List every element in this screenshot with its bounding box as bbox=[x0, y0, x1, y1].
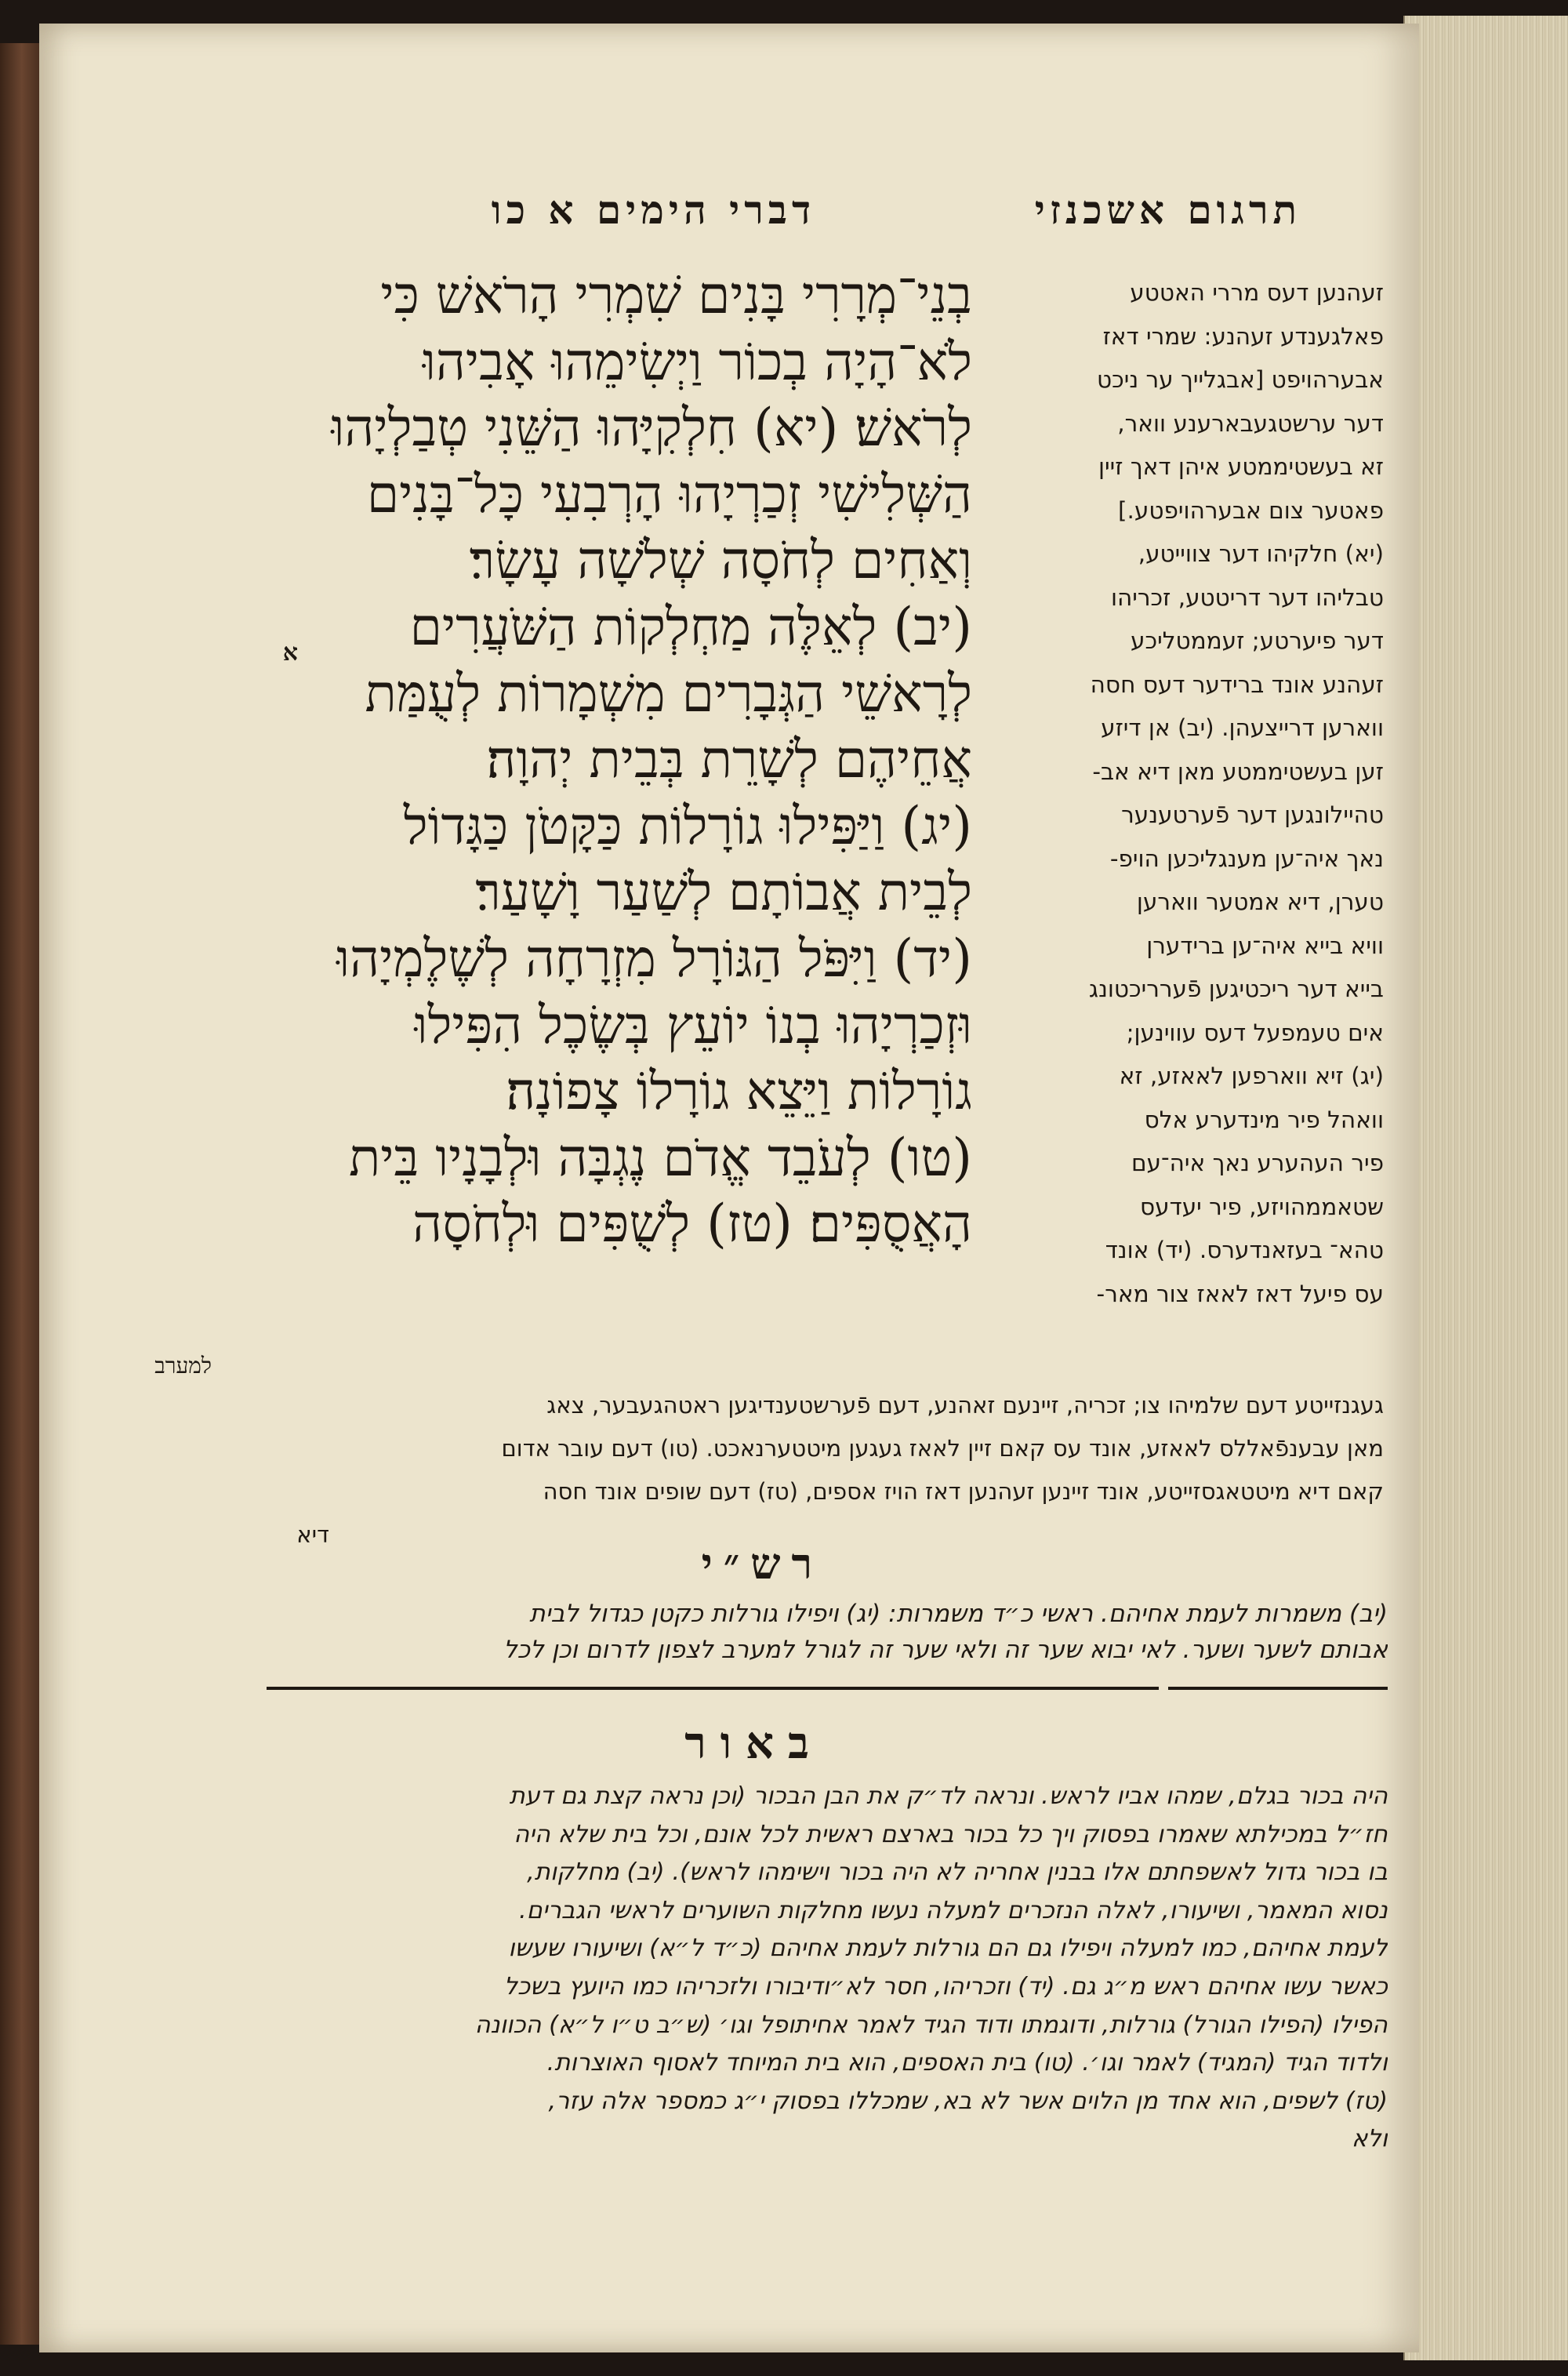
targum-line: טבליהו דער דריטטע, זכריהו bbox=[1110, 583, 1384, 611]
biur-line: חז״ל במכילתא שאמרו בפסוק ויך כל בכור בארצם ראשית לכל אונם, וכל בית שלא היה bbox=[514, 1820, 1388, 1848]
translation-line: געגנזייטע דעם שלמיהו צו; זכריה, זיינעם זאהנע, דעם פֿערשטענדיגען ראטהגעבער, צאג bbox=[546, 1392, 1384, 1419]
hebrew-line: לְרָאשֵׁי הַגְּבָרִים מִשְׁמָרוֹת לְעֻמַּת bbox=[365, 663, 972, 724]
rashi-commentary bbox=[251, 1596, 1388, 1668]
targum-translation-column bbox=[968, 271, 1384, 1316]
hebrew-line: וְאַחִים לְחֹסָה שְׁלֹשָׁה עָשָׂר׃ bbox=[469, 530, 972, 591]
full-width-translation bbox=[255, 1384, 1384, 1513]
hebrew-text-column bbox=[251, 263, 972, 1258]
biur-line: (טז) לשפים, הוא אחד מן הלוים אשר לא בא, שמכללו בפסוק י״ג כמספר אלה עזר, bbox=[548, 2087, 1388, 2115]
book-page bbox=[39, 24, 1419, 2352]
translation-line: מאן עבענפֿאללס לאאזע, אונד עס קאם זיין לאאז געגען מיטטערנאכט. (טו) דעם עובר אדום bbox=[501, 1435, 1384, 1462]
translation-line: קאם דיא מיטטאגסזייטע, אונד זיינען זעהנען דאז הויז אספים, (טז) דעם שופים אונד חסה bbox=[543, 1478, 1384, 1505]
hebrew-line: וּזְכַרְיָהוּ בְנוֹ יוֹעֵץ בְּשֶׂכֶל הִפִּילוּ bbox=[414, 994, 972, 1055]
targum-line: וואהל פיר מינדערע אלס bbox=[1144, 1106, 1384, 1133]
targum-line: אים טעמפעל דעס עווינען; bbox=[1126, 1019, 1384, 1046]
book-spine bbox=[0, 43, 42, 2345]
biur-commentary bbox=[235, 1778, 1388, 2159]
hebrew-line: (יג) וַיַּפִּילוּ גוֹרָלוֹת כַּקָּטֹן כַּגָּדוֹל bbox=[403, 795, 972, 856]
margin-note-lamaarav: למערב bbox=[154, 1353, 212, 1379]
hebrew-line: אֲחֵיהֶם לְשָׁרֵת בְּבֵית יְהוָה׃ bbox=[486, 729, 972, 790]
biur-line: נסוא המאמר, ושיעורו, לאלה הנזכרים למעלה נעשו מחלקות השוערים לראשי הגברים. bbox=[518, 1896, 1388, 1924]
margin-note-alef: א bbox=[282, 639, 298, 667]
targum-line: טהיילונגען דער פֿערטענער bbox=[1121, 801, 1384, 828]
hebrew-line: גוֹרָלוֹת וַיֵּצֵא גוֹרָלוֹ צָפוֹנָה׃ bbox=[506, 1061, 972, 1122]
targum-line: דער פיערטע; זעממטליכע bbox=[1131, 627, 1384, 654]
targum-line: שטאממהויזע, פיר יעדעס bbox=[1140, 1193, 1384, 1220]
hebrew-line: (יב) לְאֵלֶּה מַחְלְקוֹת הַשֹּׁעֲרִים bbox=[409, 596, 972, 657]
targum-line: פאטער צום אבערהויפטע.] bbox=[1118, 496, 1384, 524]
running-title-targum: תרגום אשכנזי bbox=[1034, 187, 1301, 233]
targum-line: זעהנע אונד ברידער דעס חסה bbox=[1090, 670, 1384, 698]
targum-line: דער ערשטגעבארענע וואר, bbox=[1117, 409, 1384, 437]
targum-line: זא בעשטיממטע איהן דאך זיין bbox=[1098, 453, 1384, 480]
targum-line: (יג) זיא ווארפען לאאזע, זא bbox=[1119, 1063, 1384, 1089]
catchword: דיא bbox=[296, 1521, 329, 1548]
biur-line: ולא bbox=[1351, 2125, 1388, 2153]
hebrew-line: לְרֹאשׁ׃ (יא) חִלְקִיָּהוּ הַשֵּׁנִי טְבַלְיָהוּ bbox=[331, 398, 972, 459]
targum-line: פיר העהערע נאך איה־עם bbox=[1131, 1150, 1384, 1176]
targum-line: (יא) חלקיהו דער צווייטע, bbox=[1138, 540, 1384, 567]
targum-line: וויא בייא איה־ען ברידערן bbox=[1146, 932, 1384, 959]
biur-heading: באור bbox=[684, 1717, 823, 1769]
hebrew-line: הָאֲסֻפִּים׃ (טז) לְשֻׁפִּים וּלְחֹסָה bbox=[412, 1193, 972, 1255]
biur-line: הפילו (הפילו הגורל) גורלות, ודוגמתו ודוד הגיד לאמר אחיתופל וגו׳ (ש״ב ט״ו ל״א) הכוונה bbox=[474, 2011, 1388, 2039]
biur-line: לעמת אחיהם, כמו למעלה ויפילו גם הם גורלות לעמת אחיהם (כ״ד ל״א) ושיעורו שעשו bbox=[508, 1935, 1388, 1963]
targum-line: בייא דער ריכטיגען פֿערריכטונג bbox=[1088, 975, 1384, 1002]
page-edges bbox=[1403, 16, 1568, 2360]
section-divider bbox=[267, 1687, 1388, 1690]
biur-line: ולדוד הגיד (המגיד) לאמר וגו׳. (טו) בית האספים, הוא בית המיוחד לאסוף האוצרות. bbox=[546, 2049, 1388, 2077]
targum-line: נאך איה־ען מענגליכען הויפ- bbox=[1109, 845, 1384, 872]
targum-line: עס פיעל דאז לאאז צור מאר- bbox=[1096, 1280, 1384, 1307]
rashi-line: אבותם לשער ושער. לאי יבוא שער זה ולאי שער זה לגורל למערב לצפון לדרום וכן לכל bbox=[503, 1636, 1388, 1664]
targum-line: זעהנען דעס מררי האטטע bbox=[1130, 279, 1384, 306]
divider-break bbox=[1159, 1685, 1168, 1691]
hebrew-line: בְנֵי־מְרָרִי בָּנִים שִׁמְרִי הָרֹאשׁ כִּי bbox=[380, 265, 972, 325]
rashi-line: (יב) משמרות לעמת אחיהם. ראשי כ״ד משמרות: (יג) ויפילו גורלות כקטן כגדול לבית bbox=[529, 1600, 1388, 1628]
running-title-divrei-hayamim: דברי הימים א כו bbox=[491, 187, 815, 233]
targum-line: זען בעשטיממטע מאן דיא אב- bbox=[1092, 757, 1384, 785]
hebrew-line: לֹא־הָיָה בְכוֹר וַיְשִׂימֵהוּ אָבִיהוּ bbox=[422, 331, 972, 392]
biur-line: בו בכור גדול לאשפחתם אלו בבנין אחריה לא היה בכור וישימהו לראש). (יב) מחלקות, bbox=[527, 1858, 1388, 1887]
hebrew-line: (יד) וַיִּפֹּל הַגּוֹרָל מִזְרָחָה לְשֶׁלֶמְיָהוּ bbox=[336, 928, 972, 989]
targum-line: פאלגענדע זעהנע: שמרי דאז bbox=[1102, 322, 1384, 350]
targum-line: טערן, דיא אמטער ווארען bbox=[1136, 888, 1384, 915]
targum-line: אבערהויפט [אבגלייך ער ניכט bbox=[1097, 366, 1384, 393]
rashi-heading: רש״י bbox=[701, 1539, 823, 1589]
hebrew-line: (טו) לְעֹבֵד אֱדֹם נֶגְבָּה וּלְבָנָיו בֵּית bbox=[348, 1127, 972, 1188]
biur-line: כאשר עשו אחיהם ראש מ״ג גם. (יד) וזכריהו, חסר לא״ודיבורו ולזכריהו כמו היועץ בשכל bbox=[503, 1972, 1388, 2000]
targum-line: ווארען דרייצעהן. (יב) אן דיזע bbox=[1101, 714, 1384, 741]
targum-line: טהא־ בעזאנדערס. (יד) אונד bbox=[1105, 1237, 1384, 1263]
hebrew-line: לְבֵית אֲבוֹתָם לְשַׁעַר וָשָׁעַר׃ bbox=[475, 862, 972, 923]
biur-line: היה בכור בגלם, שמהו אביו לראש. ונראה לד״ק את הבן הבכור (וכן נראה קצת גם דעת bbox=[509, 1782, 1388, 1810]
hebrew-line: הַשְּׁלִישִׁי זְכַרְיָהוּ הָרְבִעִי כָּל־בָּנִים bbox=[366, 463, 972, 525]
